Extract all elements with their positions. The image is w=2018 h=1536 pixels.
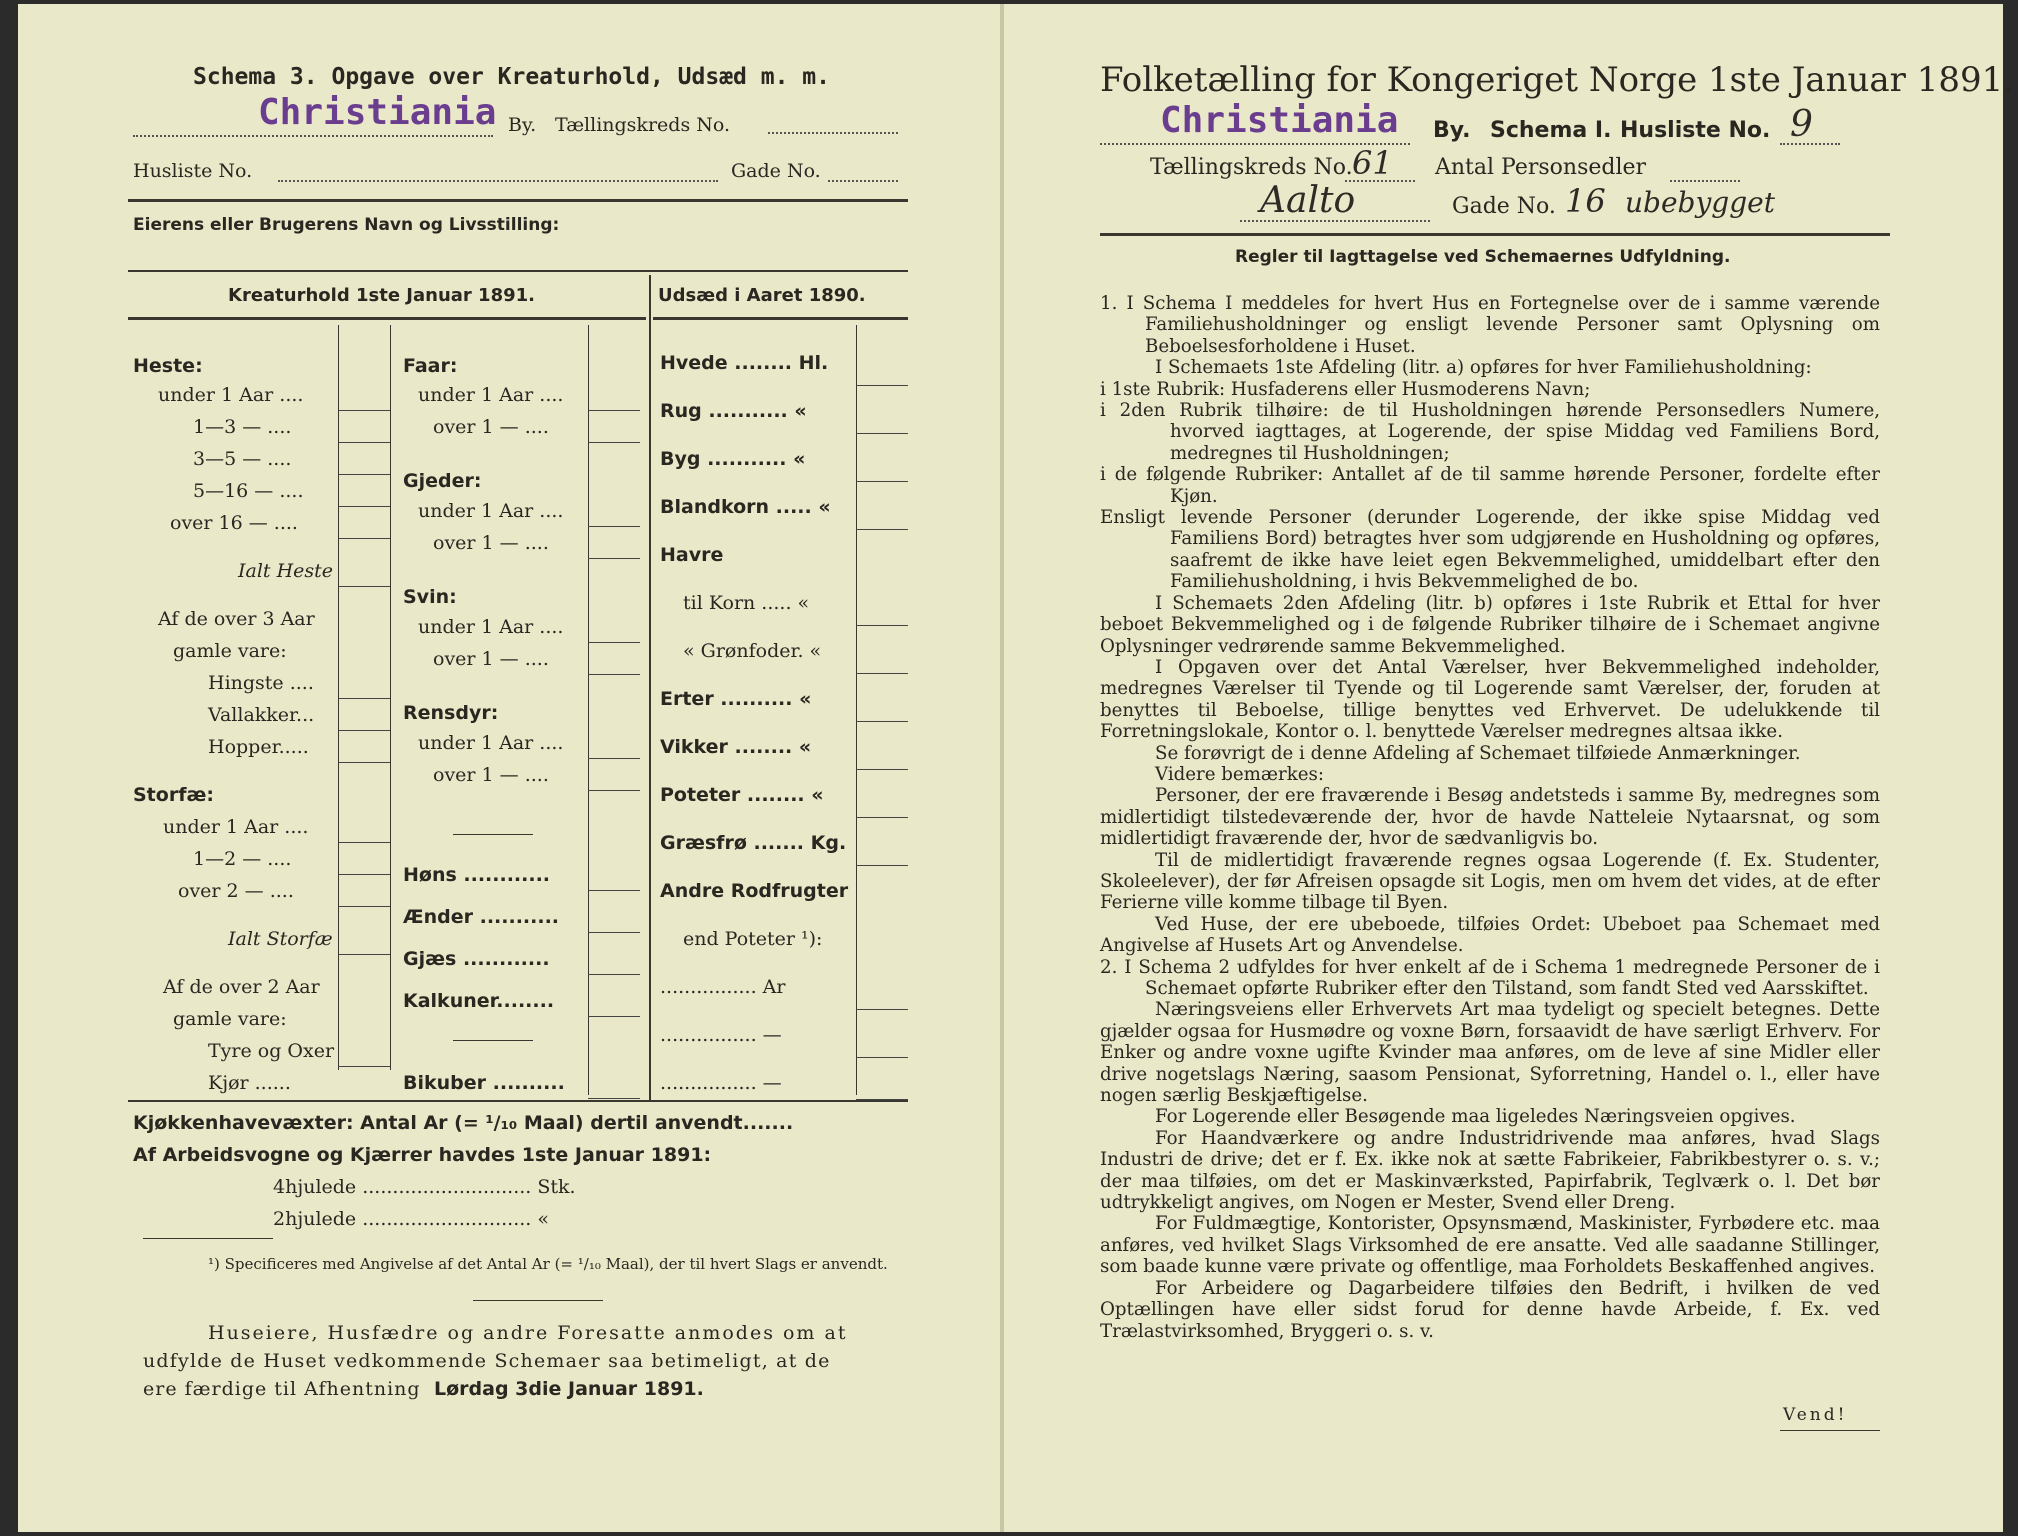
rule-besogende: For Logerende eller Besøgende maa ligeledes Næringsveien opgives. — [1155, 1106, 1796, 1128]
by-label-right: By. — [1433, 118, 1471, 143]
heste-af-de: Af de over 3 Aar — [158, 608, 315, 630]
rule-videre: Videre bemærkes: — [1155, 763, 1324, 785]
taellingskreds-label-left: Tællingskreds No. — [555, 114, 730, 136]
tyre-og-oxer: Tyre og Oxer — [208, 1040, 335, 1062]
rensdyr-row: under 1 Aar .... — [418, 732, 564, 754]
storfae-row: 1—2 — .... — [193, 848, 292, 870]
svin-row: under 1 Aar .... — [418, 616, 564, 638]
hopper: Hopper..... — [208, 736, 309, 758]
rule-2den-afdeling: I Schemaets 2den Afdeling (litr. b) opføres i 1ste Rubrik et Ettal for hver beboet Bekvemmelighed og i de følgende Rubriker tilhøire de i Schemaet angivne Oplysninger vedrørende samme Bekvemmelighed. — [1100, 592, 1880, 657]
gade-note: ubebygget — [1625, 186, 1775, 219]
rule-1-afdeling: I Schemaets 1ste Afdeling (litr. a) opføres for hver Familiehusholdning: — [1155, 357, 1812, 379]
rule-fuldmaegtige: For Fuldmægtige, Kontorister, Opsynsmænd, Maskinister, Fyrbødere etc. maa anføres, ved hvilket Slags Virksomhed de ere ansatte. Ved alle saadanne Stillinger, som baade kunne være private og offentlige, maa Forholdets Beskaffenhed angives. — [1100, 1213, 1880, 1278]
heste-gamle: gamle vare: — [173, 640, 287, 662]
hjul4: 4hjulede ............................ Stk. — [273, 1176, 576, 1198]
hvede: Hvede ........ Hl. — [660, 352, 829, 374]
udsaed-header: Udsæd i Aaret 1890. — [658, 285, 866, 306]
census-title: Folketælling for Kongeriget Norge 1ste Januar 1891. — [1100, 60, 2015, 100]
page-fold — [1000, 4, 1004, 1532]
kjokkenhave: Kjøkkenhavevæxter: Antal Ar (= ¹/₁₀ Maal) dertil anvendt....... — [133, 1112, 794, 1134]
closing-line-3b: Lørdag 3die Januar 1891. — [434, 1378, 704, 1400]
taellingskreds-label-right: Tællingskreds No. — [1150, 155, 1353, 180]
rule-1-rubrik-2: i 2den Rubrik tilhøire: de til Husholdningen hørende Personsedlers Numere, hvorved iagttages, at Logerende, der spise Middag ved Familiens Bord, medregnes til Husholdningen; — [1100, 400, 1880, 464]
schema-1-label: Schema I. — [1490, 118, 1612, 143]
footnote: ¹) Specificeres med Angivelse af det Antal Ar (= ¹/₁₀ Maal), der til hvert Slags er anvendt. — [208, 1255, 888, 1273]
rule-ubeboet: Ved Huse, der ere ubeboede, tilføies Ordet: Ubeboet paa Schemaet med Angivelse af Husets Art og Anvendelse. — [1100, 913, 1880, 957]
closing-line-3a: ere færdige til Afhentning — [143, 1378, 421, 1400]
poteter: Poteter ........ « — [660, 784, 824, 806]
eier-label: Eierens eller Brugerens Navn og Livsstilling: — [133, 215, 560, 235]
right-page-schema-1 — [1090, 0, 2015, 1528]
faar-row: under 1 Aar .... — [418, 384, 564, 406]
gjaes: Gjæs ............ — [403, 948, 550, 970]
byg: Byg ........... « — [660, 448, 806, 470]
rule-2: 2. I Schema 2 udfyldes for hver enkelt af de i Schema 1 medregnede Personer de i Schemaet opførte Rubriker efter den Tilstand, som fandt Sted ved Aarsskiftet. — [1100, 956, 1880, 999]
gade-label-right: Gade No. — [1452, 194, 1556, 219]
rule-arbeidere: For Arbeidere og Dagarbeidere tilføies den Bedrift, i hvilken de ved Optællingen have eller sidst forud for denne havde Arbeide, f. Ex. ved Trælastvirksomhed, Bryggeri o. s. v. — [1100, 1277, 1880, 1342]
rules-text — [1100, 293, 1880, 1342]
rule-1-rubrik-1: i 1ste Rubrik: Husfaderens eller Husmoderens Navn; — [1100, 378, 1591, 400]
gade-label-left: Gade No. — [731, 160, 821, 182]
storfae-af-de: Af de over 2 Aar — [163, 976, 320, 998]
rule-1-rubrik-folgende: i de følgende Rubriker: Antallet af de til samme hørende Personer, fordelte efter Kjøn. — [1100, 464, 1880, 507]
storfae-gamle: gamle vare: — [173, 1008, 287, 1030]
andre-rodfrugter: Andre Rodfrugter — [660, 880, 849, 902]
arbeidsvogne: Af Arbeidsvogne og Kjærrer havdes 1ste Januar 1891: — [133, 1144, 712, 1166]
hingste: Hingste .... — [208, 672, 314, 694]
faar-title: Faar: — [403, 355, 458, 377]
havre-gronfoder: « Grønfoder. « — [683, 640, 822, 662]
storfae-row: under 1 Aar .... — [163, 816, 309, 838]
gade-value: 16 — [1565, 182, 1606, 220]
heste-row: 5—16 — .... — [193, 480, 304, 502]
rule-logerende: Til de midlertidigt fraværende regnes ogsaa Logerende (f. Ex. Studenter, Skoleelever), der før Afreisen opsagde sit Logis, men om hvem det vides, at de efter Ferierne ville komme tilbage til Byen. — [1100, 849, 1880, 914]
heste-row: under 1 Aar .... — [158, 384, 304, 406]
rule-haandvaerkere: For Haandværkere og andre Industridrivende maa anføres, hvad Slags Industri de drive; det er f. Ex. ikke nok at sætte Fabrikeier, Fabrikbestyrer o. s. v.; der maa tilføies, om det er Maskinværksted, Papirfabrik, Teglværk o. l. Det bør udtrykkeligt angives, om Nogen er Mester, Svend eller Dreng. — [1100, 1127, 1880, 1214]
rensdyr-row: over 1 — .... — [433, 764, 549, 786]
schema-3-title: Schema 3. Opgave over Kreaturhold, Udsæd m. m. — [193, 64, 830, 90]
heste-row: 1—3 — .... — [193, 416, 292, 438]
ialt-heste: Ialt Heste — [238, 560, 334, 582]
gjeder-row: over 1 — .... — [433, 532, 549, 554]
vikker: Vikker ........ « — [660, 736, 812, 758]
erter: Erter .......... « — [660, 688, 812, 710]
gjeder-title: Gjeder: — [403, 470, 482, 492]
havre-til-korn: til Korn ..... « — [683, 592, 810, 614]
husliste-label-right: Husliste No. — [1620, 118, 1771, 143]
closing-line-1: Huseiere, Husfædre og andre Foresatte anmodes om at — [208, 1322, 848, 1344]
storfae-row: over 2 — .... — [178, 880, 294, 902]
hjul2: 2hjulede ............................ « — [273, 1208, 549, 1230]
rule-naeringsvei: Næringsveiens eller Erhvervets Art maa tydeligt og specielt betegnes. Dette gjælder ogsaa for Husmødre og voxne Børn, forsaavidt de have særligt Erhverv. For Enker og andre voxne ugifte Kvinder maa anføres, om de leve af sine Midler eller drive nogetslags Næring, saasom Pensionat, Syforretning, Handel o. l., eller have nogen særlig Beskjæftigelse. — [1100, 999, 1880, 1107]
christiania-stamp-left: Christiania — [258, 92, 497, 133]
taellingskreds-value: 61 — [1352, 144, 1393, 182]
blandkorn: Blandkorn ..... « — [660, 496, 831, 518]
left-page-schema-3 — [128, 0, 913, 1528]
husliste-value: 9 — [1790, 104, 1813, 145]
rule-anmaerkninger: Se forøvrigt de i denne Afdeling af Schemaet tilføiede Anmærkninger. — [1155, 742, 1801, 764]
closing-line-2: udfylde de Huset vedkommende Schemaer saa betimeligt, at de — [143, 1350, 831, 1372]
gjeder-row: under 1 Aar .... — [418, 500, 564, 522]
havre: Havre — [660, 544, 724, 566]
bikuber: Bikuber .......... — [403, 1072, 565, 1094]
ar-row: ................ Ar — [660, 976, 786, 998]
rule-1: 1. I Schema I meddeles for hvert Hus en Fortegnelse over de i samme værende Familiehusholdninger og ensligt levende Personer samt Oplysning om Beboelsesforholdene i Huset. — [1100, 293, 1880, 357]
rule-vaerelser: I Opgaven over det Antal Værelser, hver Bekvemmelighed indeholder, medregnes Værelser til Tyende og til Logerende samt Værelser, der, foruden at benyttes til Beboelse, tillige benyttes ved Erhvervet. De udelukkende til Forretningslokale, Kontor o. l. benyttede Værelser medregnes altsaa ikke. — [1100, 656, 1880, 743]
kalkuner: Kalkuner........ — [403, 990, 555, 1012]
kjor: Kjør ...... — [208, 1072, 291, 1094]
rensdyr-title: Rensdyr: — [403, 702, 499, 724]
kreaturhold-header: Kreaturhold 1ste Januar 1891. — [228, 285, 535, 306]
svin-title: Svin: — [403, 586, 457, 608]
ar-row: ................ — — [660, 1024, 782, 1046]
ar-row: ................ — — [660, 1072, 782, 1094]
hons: Høns ............ — [403, 864, 551, 886]
storfae-title: Storfæ: — [133, 784, 214, 806]
svin-row: over 1 — .... — [433, 648, 549, 670]
rules-heading: Regler til Iagttagelse ved Schemaernes Udfyldning. — [1235, 247, 1731, 267]
rug: Rug ........... « — [660, 400, 807, 422]
heste-row: 3—5 — .... — [193, 448, 292, 470]
vallakker: Vallakker... — [208, 704, 315, 726]
rule-enslige: Ensligt levende Personer (derunder Logerende, der ikke spise Middag ved Familiens Bord) betragtes hver som udgjørende en Husholdning og opføres, saafremt de ikke have leiet egen Bekvemmelighed, umiddelbart efter den Familiehusholdning, i hvis Bekvemmelighed de bo. — [1100, 507, 1880, 593]
husliste-label-left: Husliste No. — [133, 160, 253, 182]
aender: Ænder ........... — [403, 906, 560, 928]
end-poteter: end Poteter ¹): — [683, 928, 823, 950]
heste-title: Heste: — [133, 355, 203, 377]
street-value: Aalto — [1260, 180, 1356, 221]
by-label-left: By. — [508, 114, 537, 136]
antal-label: Antal Personsedler — [1435, 155, 1647, 180]
faar-row: over 1 — .... — [433, 416, 549, 438]
ialt-storfae: Ialt Storfæ — [228, 928, 333, 950]
christiania-stamp-right: Christiania — [1160, 100, 1399, 141]
rule-fravaerende: Personer, der ere fraværende i Besøg andetsteds i samme By, medregnes som midlertidigt tilstedeværende der, hvor de havde Natteleie Nytaarsnat, og som midlertidigt fraværende der, hvor de sædvanligvis bo. — [1100, 785, 1880, 850]
graesfro: Græsfrø ....... Kg. — [660, 832, 847, 854]
heste-row: over 16 — .... — [170, 512, 298, 534]
vend-label: Vend! — [1783, 1405, 1848, 1425]
